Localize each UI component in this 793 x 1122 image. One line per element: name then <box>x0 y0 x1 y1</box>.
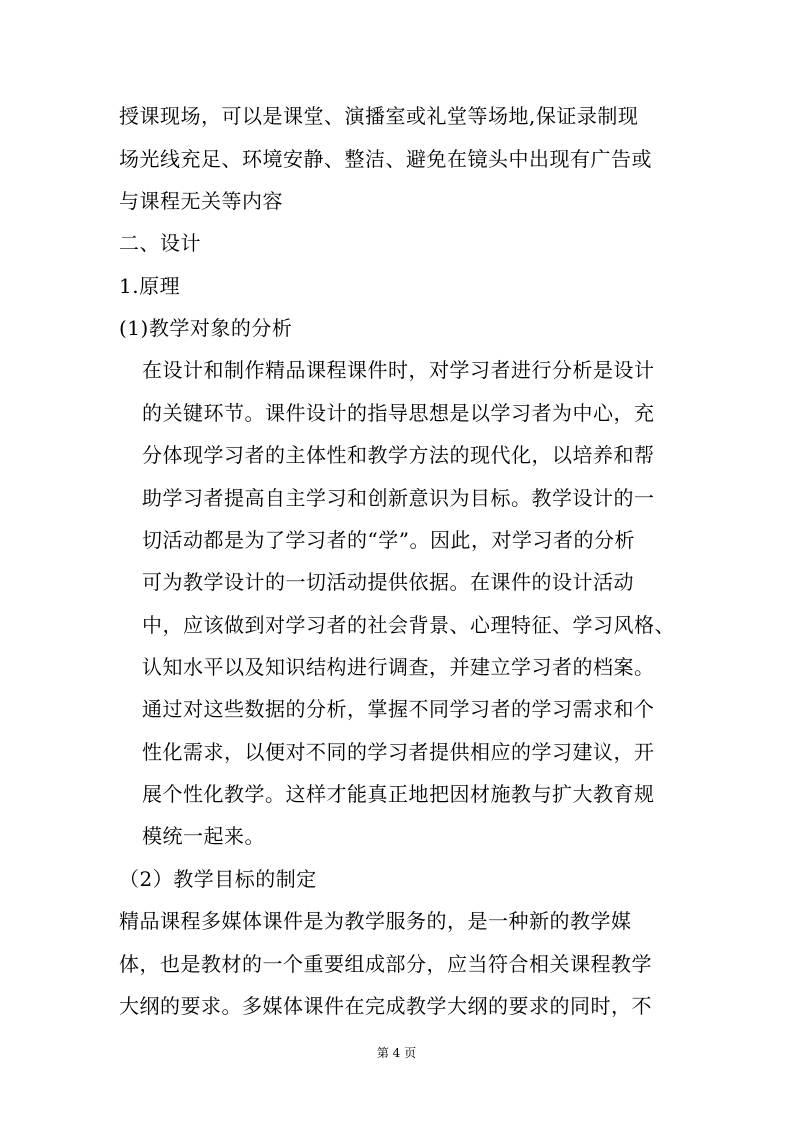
text-line: 助学习者提高自主学习和创新意识为目标。教学设计的一 <box>142 486 655 510</box>
text-line: 模统一起来。 <box>142 824 265 848</box>
text-line: 认知水平以及知识结构进行调查，并建立学习者的档案。 <box>142 655 655 679</box>
text-line: 与课程无关等内容 <box>119 189 283 213</box>
item1-heading: (1)教学对象的分析 <box>119 316 293 340</box>
text-line: 场光线充足、环境安静、整洁、避免在镜头中出现有广告或 <box>119 147 652 171</box>
text-line: 在设计和制作精品课程课件时，对学习者进行分析是设计 <box>142 358 655 382</box>
text-line: 分体现学习者的主体性和教学方法的现代化，以培养和帮 <box>142 443 655 467</box>
text-line: 通过对这些数据的分析，掌握不同学习者的学习需求和个 <box>142 697 655 721</box>
text-line: 展个性化教学。这样才能真正地把因材施教与扩大教育规 <box>142 782 655 806</box>
text-line: 精品课程多媒体课件是为教学服务的，是一种新的教学媒 <box>119 909 632 933</box>
section-heading: 二、设计 <box>119 231 201 255</box>
text-line: 可为教学设计的一切活动提供依据。在课件的设计活动 <box>142 570 634 594</box>
text-line: 切活动都是为了学习者的“学”。因此，对学习者的分析 <box>142 528 635 552</box>
item2-heading: （2）教学目标的制定 <box>119 867 317 891</box>
text-line: 体，也是教材的一个重要组成部分，应当符合相关课程教学 <box>119 952 652 976</box>
text-line: 大纲的要求。多媒体课件在完成教学大纲的要求的同时，不 <box>119 994 652 1018</box>
text-line: 的关键环节。课件设计的指导思想是以学习者为中心，充 <box>142 401 655 425</box>
text-line: 中，应该做到对学习者的社会背景、心理特征、学习风格、 <box>142 613 675 637</box>
page-number-footer: 第 4 页 <box>376 1046 417 1060</box>
subsection-heading: 1.原理 <box>119 274 181 298</box>
text-line: 授课现场，可以是课堂、演播室或礼堂等场地,保证录制现 <box>119 104 639 128</box>
text-line: 性化需求，以便对不同的学习者提供相应的学习建议，开 <box>142 740 655 764</box>
